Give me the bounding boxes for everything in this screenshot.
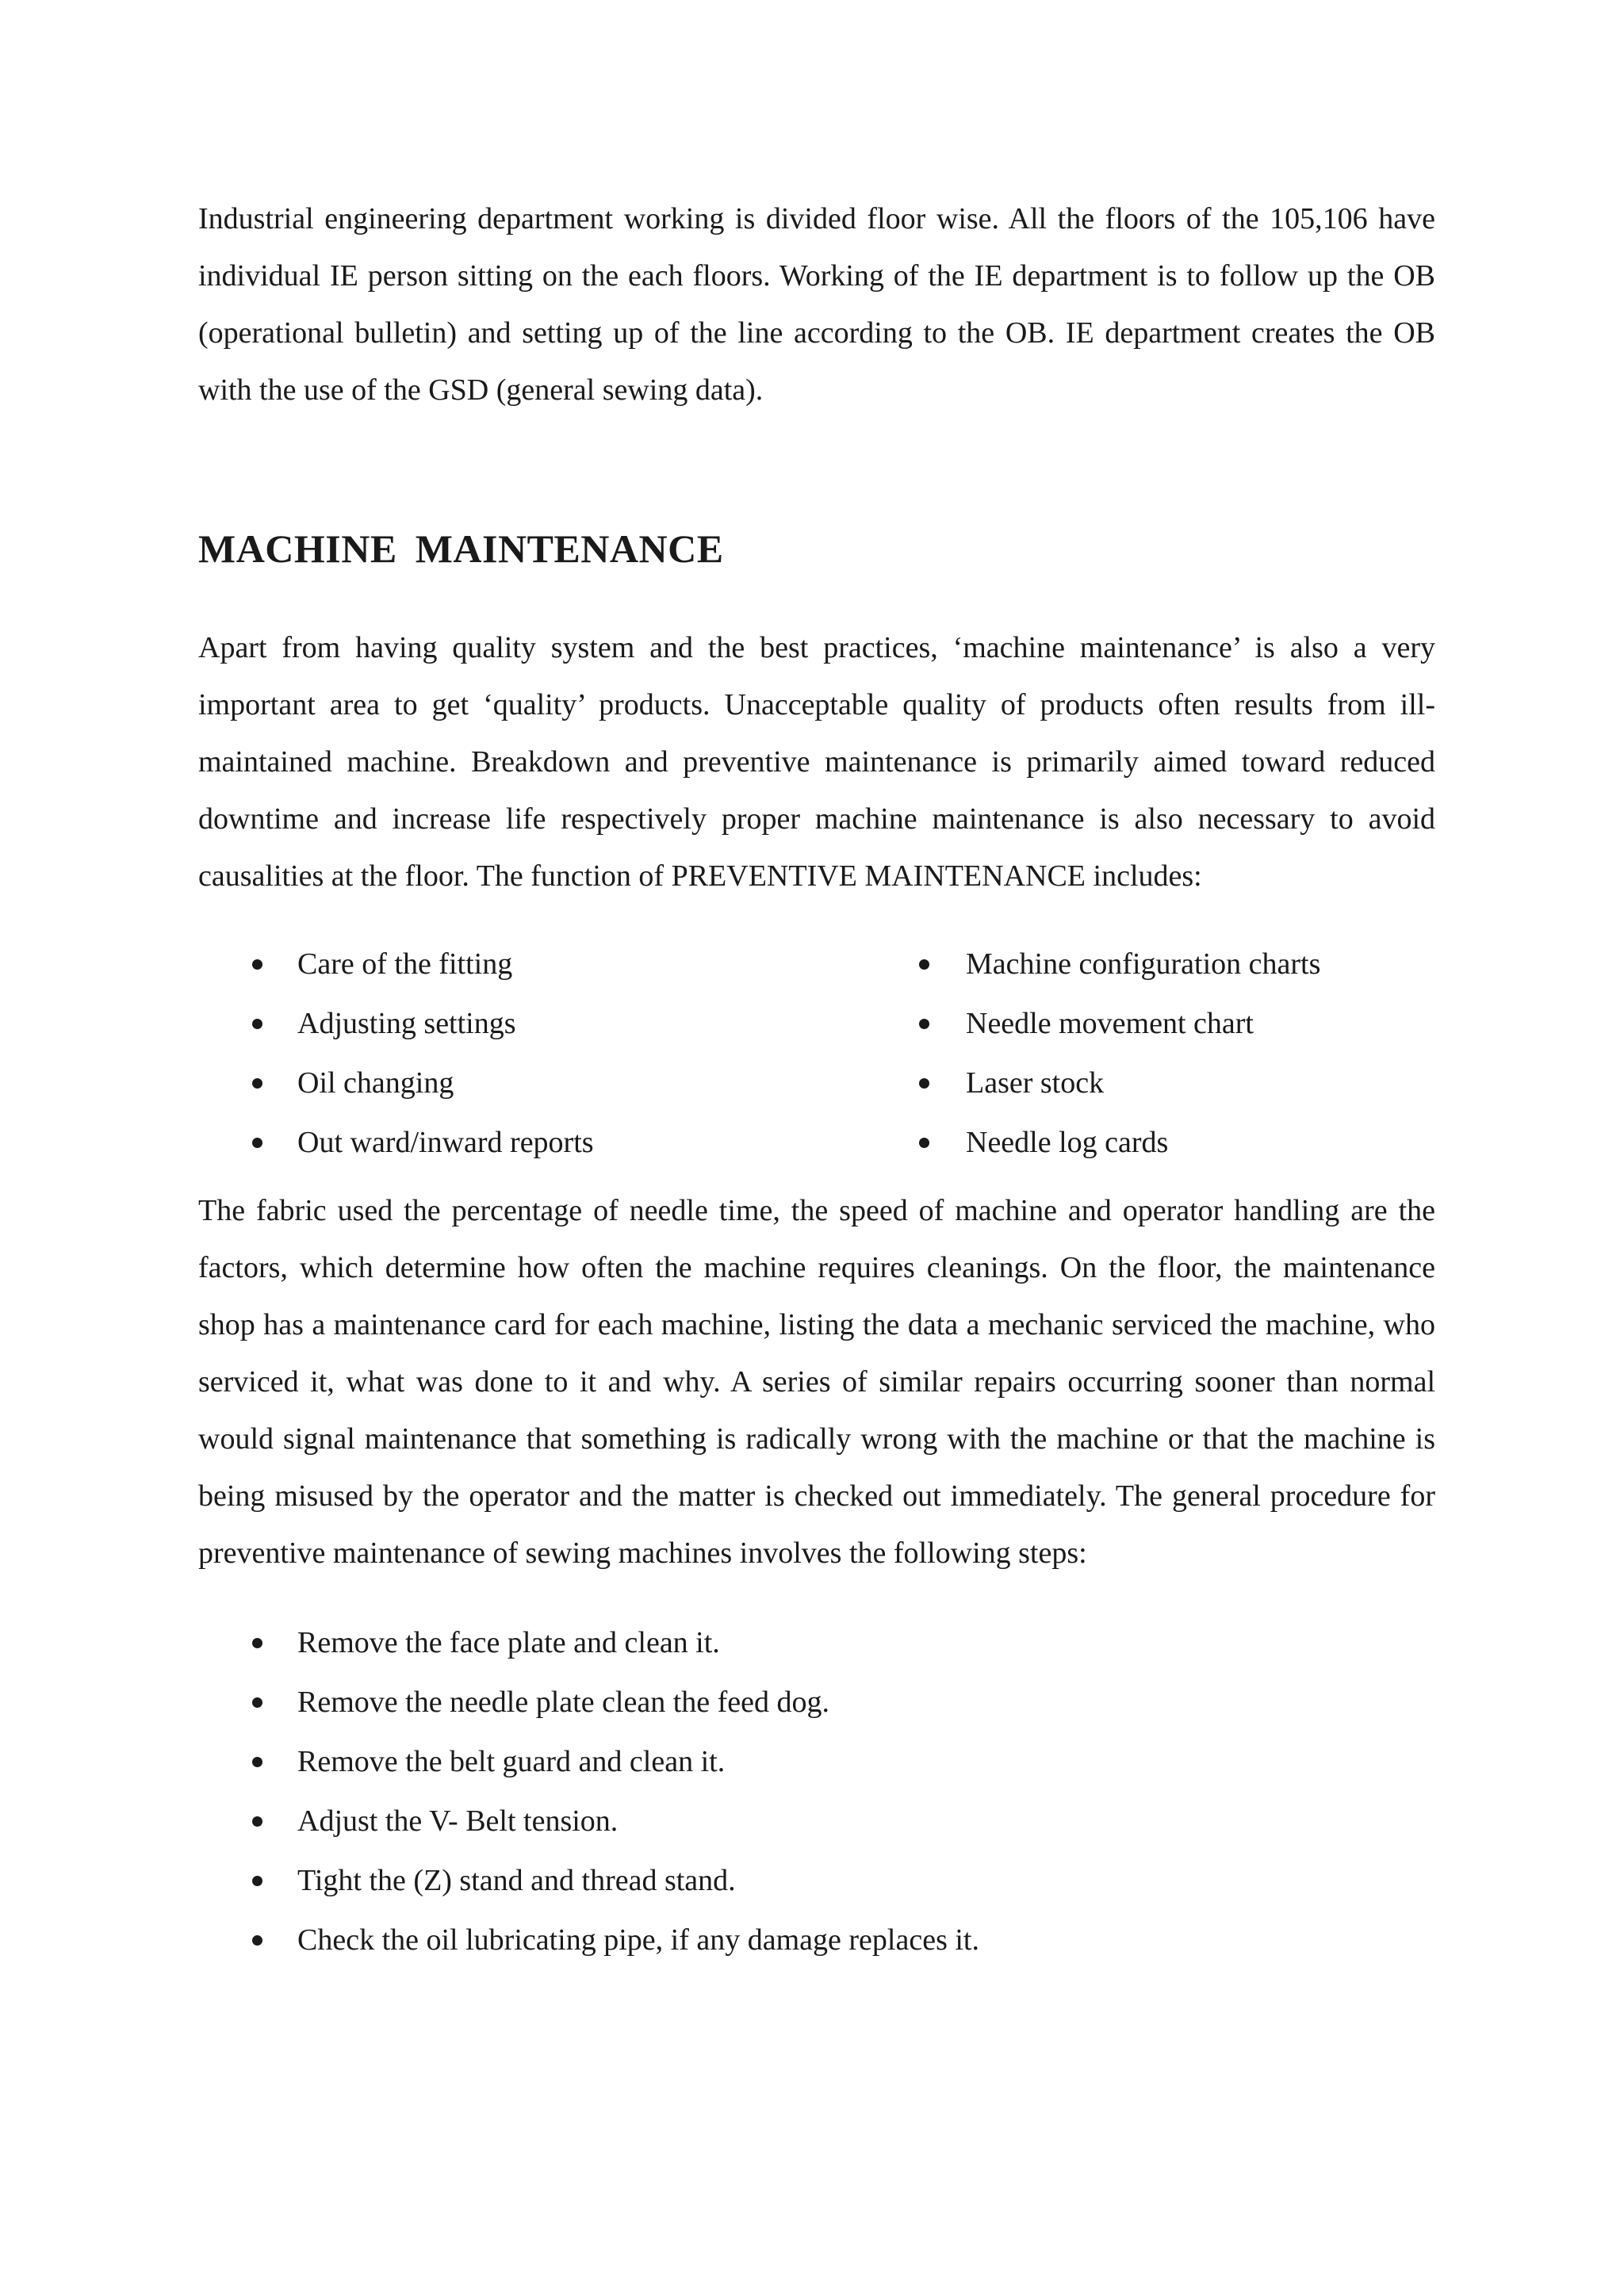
list-item: [867, 1113, 1422, 1173]
list-item: [867, 935, 1422, 994]
section-heading-machine-maintenance: MACHINE MAINTENANCE: [198, 526, 724, 571]
list-item: [867, 994, 1422, 1054]
functions-list-right: [867, 935, 1422, 1173]
bullet-icon: [252, 1935, 262, 1946]
functions-column-left: [198, 935, 867, 1173]
list-item-text: Remove the needle plate clean the feed dog.: [297, 1686, 830, 1719]
bullet-icon: [252, 1757, 262, 1767]
list-item-text: Machine configuration charts: [966, 947, 1321, 981]
bullet-icon: [252, 1638, 262, 1648]
list-item-text: Tight the (Z) stand and thread stand.: [297, 1864, 736, 1897]
list-item-text: Care of the fitting: [297, 947, 513, 981]
maintenance-steps-list: [198, 1613, 1435, 1970]
list-item: [198, 1673, 1435, 1732]
bullet-icon: [252, 1876, 262, 1886]
list-item-text: Oil changing: [297, 1066, 454, 1100]
bullet-icon: [252, 1078, 262, 1089]
bullet-icon: [919, 1078, 929, 1089]
bullet-icon: [252, 1019, 262, 1029]
list-item-text: Out ward/inward reports: [297, 1126, 594, 1159]
list-item: [198, 1792, 1435, 1851]
list-item: [198, 1054, 867, 1113]
list-item: [198, 1613, 1435, 1673]
machine-maintenance-intro-paragraph: Apart from having quality system and the best practices, ‘machine maintenance’ is also a very important area to get ‘quality’ products. Unacceptable quality of products often results from ill- maintained machine. Breakdown and preventive maintenance is primarily aimed toward reduced downtime and increase life respectively proper machine maintenance is also necessary to avoid causalities at the floor. The function of PREVENTIVE MAINTENANCE includes:: [198, 631, 1435, 893]
ie-department-paragraph: Industrial engineering department working is divided floor wise. All the floors of the 105,106 have individual IE person sitting on the each floors. Working of the IE department is to follow up the OB (operational bulletin) and setting up of the line according to the OB. IE department creates the OB with the use of the GSD (general sewing data).: [198, 202, 1435, 407]
bullet-icon: [919, 1138, 929, 1148]
list-item: [198, 1732, 1435, 1792]
list-item: [198, 1851, 1435, 1911]
functions-list-left: [198, 935, 867, 1173]
bullet-icon: [252, 959, 262, 970]
list-item-text: Remove the face plate and clean it.: [297, 1626, 720, 1659]
list-item: [198, 1113, 867, 1173]
list-item-text: Needle movement chart: [966, 1007, 1254, 1040]
functions-column-right: [867, 935, 1422, 1173]
list-item-text: Adjust the V- Belt tension.: [297, 1804, 619, 1838]
bullet-icon: [252, 1138, 262, 1148]
maintenance-procedure-paragraph: The fabric used the percentage of needle time, the speed of machine and operator handling are the factors, which determine how often the machine requires cleanings. On the floor, the maintenance shop has a maintenance card for each machine, listing the data a mechanic serviced the machine, who serviced it, what was done to it and why. A series of similar repairs occurring sooner than normal would signal maintenance that something is radically wrong with the machine or that the machine is being misused by the operator and the matter is checked out immediately. The general procedure for preventive maintenance of sewing machines involves the following steps:: [198, 1194, 1435, 1570]
list-item: [867, 1054, 1422, 1113]
bullet-icon: [252, 1697, 262, 1708]
list-item: [198, 1911, 1435, 1970]
bullet-icon: [919, 1019, 929, 1029]
list-item: [198, 935, 867, 994]
list-item-text: Adjusting settings: [297, 1007, 516, 1040]
list-item-text: Check the oil lubricating pipe, if any damage replaces it.: [297, 1923, 979, 1957]
preventive-maintenance-functions: [198, 935, 1435, 1173]
bullet-icon: [252, 1816, 262, 1827]
list-item-text: Laser stock: [966, 1066, 1105, 1100]
bullet-icon: [919, 959, 929, 970]
list-item: [198, 994, 867, 1054]
list-item-text: Remove the belt guard and clean it.: [297, 1745, 726, 1778]
list-item-text: Needle log cards: [966, 1126, 1169, 1159]
document-page: [198, 190, 1435, 1970]
